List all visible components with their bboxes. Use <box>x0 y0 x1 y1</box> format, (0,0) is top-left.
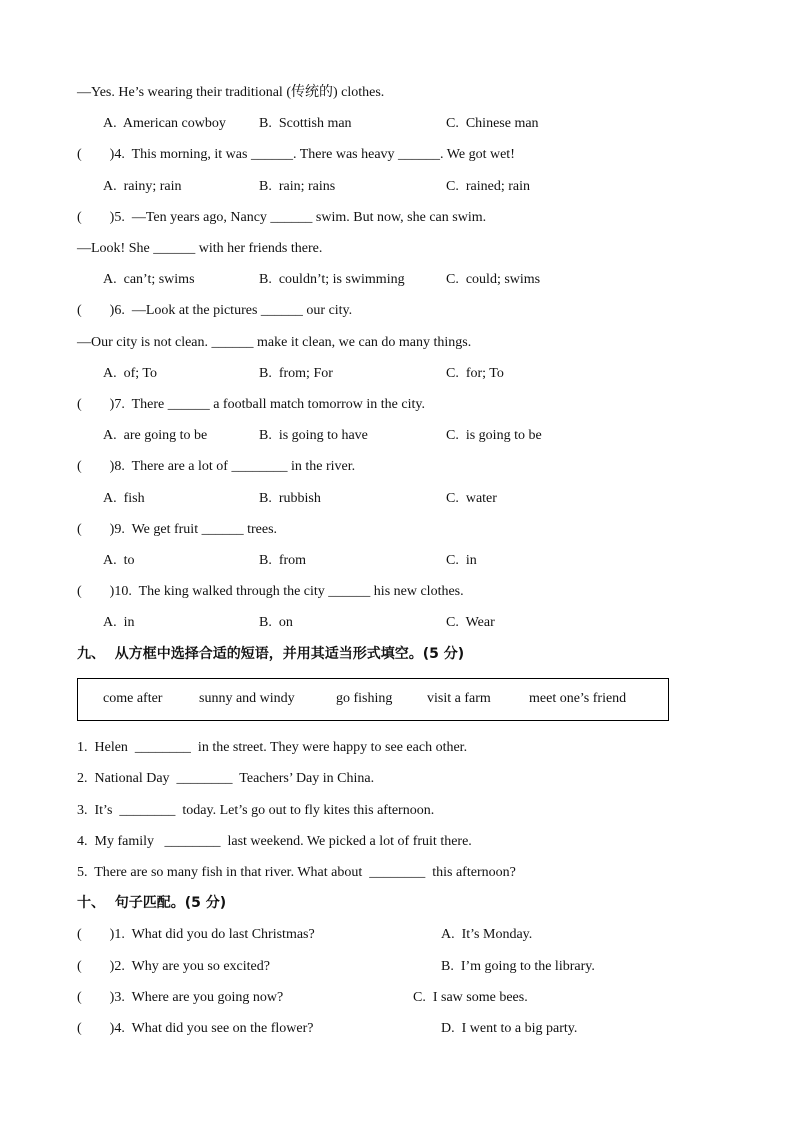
q3-answer-line: —Yes. He’s wearing their traditional (传统的) clothes. <box>77 85 385 100</box>
q4-option-c: C. rained; rain <box>446 179 530 194</box>
match-answer-c: C. I saw some bees. <box>413 990 528 1005</box>
q5-option-a: A. can’t; swims <box>103 272 195 287</box>
match-question-1: ( )1. What did you do last Christmas? <box>77 927 315 942</box>
match-answer-b: B. I’m going to the library. <box>441 959 595 974</box>
q8-option-a: A. fish <box>103 491 145 506</box>
match-answer-d: D. I went to a big party. <box>441 1021 578 1036</box>
match-answer-a: A. It’s Monday. <box>441 927 533 942</box>
q5-line2: —Look! She ______ with her friends there. <box>77 241 323 256</box>
q7-stem: ( )7. There ______ a football match tomorrow in the city. <box>77 397 425 412</box>
match-question-2: ( )2. Why are you so excited? <box>77 959 270 974</box>
q6-option-c: C. for; To <box>446 366 504 381</box>
q3-option-b: B. Scottish man <box>259 116 352 131</box>
q9-option-c: C. in <box>446 553 477 568</box>
fill-item-3: 3. It’s ________ today. Let’s go out to fly kites this afternoon. <box>77 803 435 818</box>
q9-option-b: B. from <box>259 553 307 568</box>
q8-stem: ( )8. There are a lot of ________ in the river. <box>77 459 356 474</box>
fill-item-5: 5. There are so many fish in that river. What about ________ this afternoon? <box>77 865 516 880</box>
fill-item-4: 4. My family ________ last weekend. We picked a lot of fruit there. <box>77 834 472 849</box>
q5-option-c: C. could; swims <box>446 272 541 287</box>
q9-option-a: A. to <box>103 553 135 568</box>
q5-stem: ( )5. —Ten years ago, Nancy ______ swim. But now, she can swim. <box>77 210 487 225</box>
q3-option-a: A. American cowboy <box>103 116 226 131</box>
phrase-item: come after <box>103 691 163 706</box>
q10-option-c: C. Wear <box>446 615 495 630</box>
q7-option-b: B. is going to have <box>259 428 368 443</box>
fill-item-1: 1. Helen ________ in the street. They were happy to see each other. <box>77 740 468 755</box>
q6-option-b: B. from; For <box>259 366 333 381</box>
q6-option-a: A. of; To <box>103 366 157 381</box>
q4-option-a: A. rainy; rain <box>103 179 182 194</box>
q10-option-a: A. in <box>103 615 135 630</box>
fill-item-2: 2. National Day ________ Teachers’ Day in China. <box>77 771 375 786</box>
q7-option-c: C. is going to be <box>446 428 542 443</box>
phrase-item: meet one’s friend <box>529 691 627 706</box>
q8-option-b: B. rubbish <box>259 491 321 506</box>
q8-option-c: C. water <box>446 491 497 506</box>
q10-option-b: B. on <box>259 615 293 630</box>
q4-stem: ( )4. This morning, it was ______. There was heavy ______. We got wet! <box>77 147 515 162</box>
q3-option-c: C. Chinese man <box>446 116 539 131</box>
q6-stem: ( )6. —Look at the pictures ______ our city. <box>77 303 353 318</box>
phrase-item: sunny and windy <box>199 691 295 706</box>
q10-stem: ( )10. The king walked through the city ______ his new clothes. <box>77 584 464 599</box>
match-question-4: ( )4. What did you see on the flower? <box>77 1021 314 1036</box>
q7-option-a: A. are going to be <box>103 428 208 443</box>
section-10-title: 十、 句子匹配。(5 分) <box>77 895 227 911</box>
phrase-item: visit a farm <box>427 691 491 706</box>
q4-option-b: B. rain; rains <box>259 179 336 194</box>
match-question-3: ( )3. Where are you going now? <box>77 990 284 1005</box>
q6-line2: —Our city is not clean. ______ make it clean, we can do many things. <box>77 335 472 350</box>
q5-option-b: B. couldn’t; is swimming <box>259 272 405 287</box>
section-9-title: 九、 从方框中选择合适的短语，并用其适当形式填空。(5 分) <box>77 646 465 662</box>
q9-stem: ( )9. We get fruit ______ trees. <box>77 522 278 537</box>
phrase-item: go fishing <box>336 691 393 706</box>
